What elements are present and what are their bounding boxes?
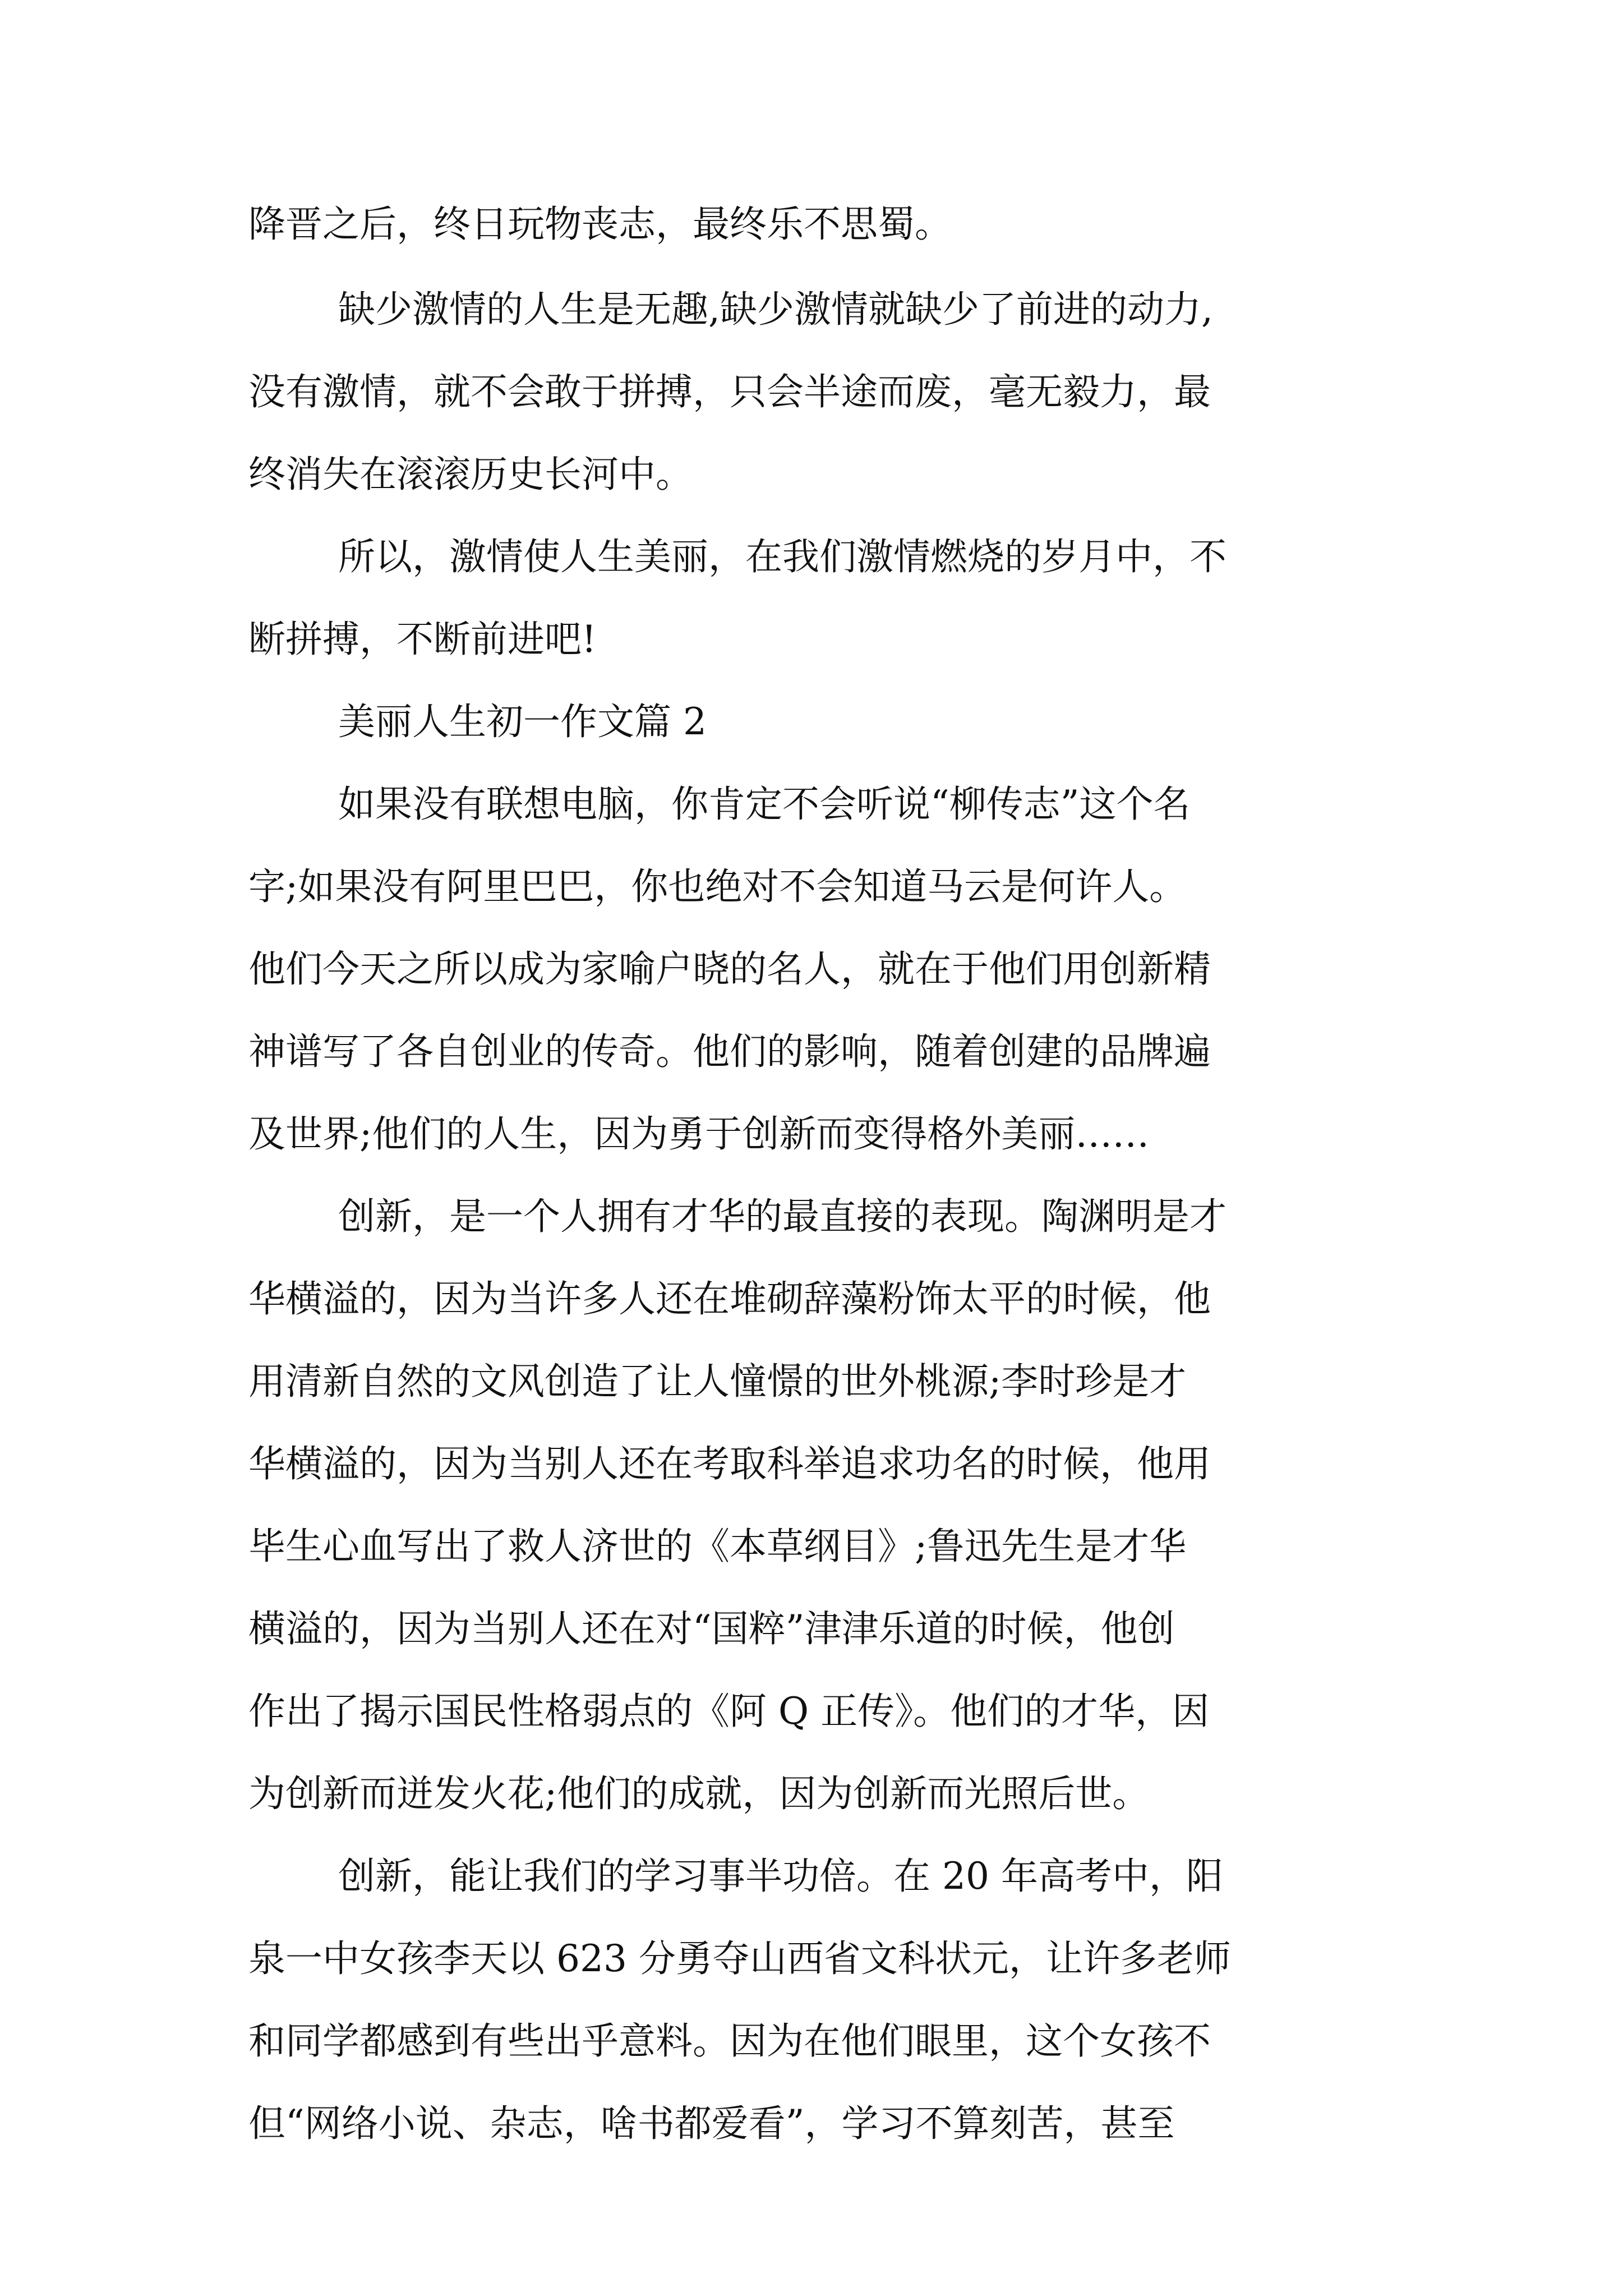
text-line: 所以，激情使人生美丽，在我们激情燃烧的岁月中，不 (338, 535, 1227, 578)
text-line: 横溢的，因为当别人还在对“国粹”津津乐道的时候，他创 (248, 1607, 1175, 1650)
text-line: 泉一中女孩李天以 623 分勇夺山西省文科状元，让许多老师 (248, 1937, 1231, 1980)
text-line: 及世界;他们的人生，因为勇于创新而变得格外美丽…… (248, 1112, 1150, 1156)
text-line: 他们今天之所以成为家喻户晓的名人，就在于他们用创新精 (248, 947, 1211, 991)
text-line: 华横溢的，因为当别人还在考取科举追求功名的时候，他用 (248, 1442, 1211, 1485)
text-line: 毕生心血写出了救人济世的《本草纲目》;鲁迅先生是才华 (248, 1525, 1187, 1568)
text-line: 断拼搏，不断前进吧! (248, 618, 597, 661)
text-line: 字;如果没有阿里巴巴，你也绝对不会知道马云是何许人。 (248, 865, 1187, 908)
text-line: 作出了揭示国民性格弱点的《阿 Q 正传》。他们的才华，因 (248, 1690, 1210, 1733)
text-line: 如果没有联想电脑，你肯定不会听说“柳传志”这个名 (338, 783, 1191, 826)
text-line: 创新，是一个人拥有才华的最直接的表现。陶渊明是才 (338, 1195, 1227, 1238)
text-line: 缺少激情的人生是无趣,缺少激情就缺少了前进的动力, (338, 288, 1213, 331)
text-line: 和同学都感到有些出乎意料。因为在他们眼里，这个女孩不 (248, 2019, 1211, 2063)
text-line: 神谱写了各自创业的传奇。他们的影响，随着创建的品牌遍 (248, 1030, 1211, 1073)
text-line: 终消失在滚滚历史长河中。 (248, 453, 693, 496)
text-line: 降晋之后，终日玩物丧志，最终乐不思蜀。 (248, 203, 952, 246)
text-line: 华横溢的，因为当许多人还在堆砌辞藻粉饰太平的时候，他 (248, 1277, 1211, 1320)
text-line: 为创新而迸发火花;他们的成就，因为创新而光照后世。 (248, 1772, 1150, 1815)
section-heading: 美丽人生初一作文篇 2 (338, 700, 707, 743)
text-line: 用清新自然的文风创造了让人憧憬的世外桃源;李时珍是才 (248, 1360, 1187, 1403)
text-line: 但“网络小说、杂志，啥书都爱看”，学习不算刻苦，甚至 (248, 2102, 1175, 2145)
text-line: 创新，能让我们的学习事半功倍。在 20 年高考中，阳 (338, 1855, 1223, 1898)
text-line: 没有激情，就不会敢于拼搏，只会半途而废，毫无毅力，最 (248, 370, 1211, 413)
